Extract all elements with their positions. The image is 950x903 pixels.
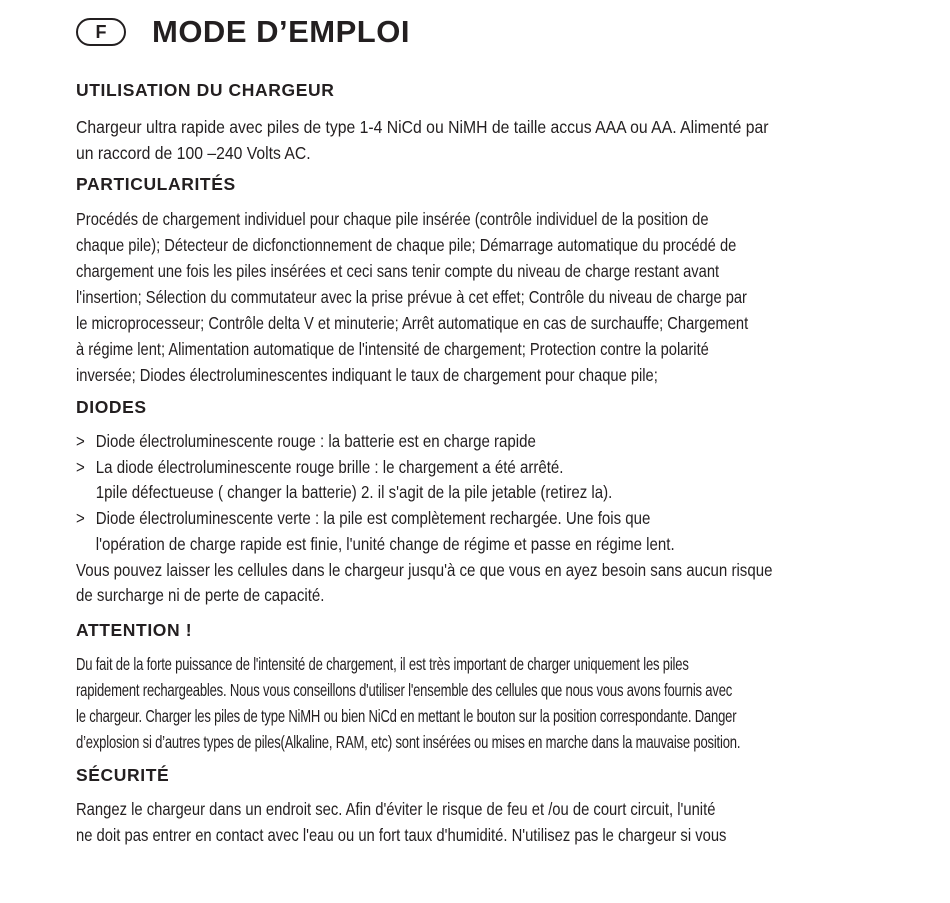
heading-security: SÉCURITÉ [76, 765, 170, 785]
list-item [76, 455, 772, 481]
text-line: Vous pouvez laisser les cellules dans le chargeur jusqu'à ce que vous en ayez besoin sans aucun risque [76, 559, 773, 580]
paragraph-usage [76, 114, 768, 166]
text-line: Rangez le chargeur dans un endroit sec. Afin d'éviter le risque de feu et /ou de court circuit, l'unité [76, 799, 716, 819]
list-item [76, 506, 772, 532]
list-item-text: 1pile défectueuse ( changer la batterie) 2. il s'agit de la pile jetable (retirez la). [95, 482, 613, 503]
text-line: Procédés de chargement individuel pour chaque pile insérée (contrôle individuel de la position de [76, 209, 709, 229]
text-line: chaque pile); Détecteur de dicfonctionnement de chaque pile; Démarrage automatique du procédé de [76, 235, 737, 255]
text-line: Chargeur ultra rapide avec piles de type 1-4 NiCd ou NiMH de taille accus AAA ou AA. Alimenté par [76, 117, 769, 137]
bullet-marker: > [76, 456, 85, 477]
heading-usage: UTILISATION DU CHARGEUR [76, 80, 335, 100]
paragraph-security [76, 796, 726, 848]
text-line: de surcharge ni de perte de capacité. [76, 585, 325, 606]
text-line: le microprocesseur; Contrôle delta V et minuterie; Arrêt automatique en cas de surchauffe; Chargement [76, 313, 749, 333]
list-item-continuation [76, 480, 772, 506]
text-line: rapidement rechargeables. Nous vous conseillons d'utiliser l'ensemble des cellules que nous vous avons fournis avec [76, 680, 733, 700]
list-item-text: l'opération de charge rapide est finie, l'unité change de régime et passe en régime lent. [95, 533, 675, 554]
diodes-list [76, 429, 772, 609]
page-title: MODE D’EMPLOI [152, 14, 410, 49]
heading-attention: ATTENTION ! [76, 620, 193, 640]
text-line: le chargeur. Charger les piles de type NiMH ou bien NiCd en mettant le bouton sur la position correspondante. Danger [76, 706, 737, 726]
text-line: ne doit pas entrer en contact avec l'eau ou un fort taux d'humidité. N'utilisez pas le chargeur si vous [76, 825, 727, 845]
heading-diodes: DIODES [76, 397, 147, 417]
paragraph-features [76, 206, 748, 388]
bullet-marker: > [76, 431, 85, 451]
text-line: à régime lent; Alimentation automatique de l'intensité de chargement; Protection contre la polarité [76, 339, 709, 359]
text-line: Du fait de la forte puissance de l'intensité de chargement, il est très important de charger uniquement les piles [76, 654, 689, 674]
heading-features: PARTICULARITÉS [76, 174, 236, 194]
list-item-text: La diode électroluminescente rouge brille : le chargement a été arrêté. [95, 456, 564, 477]
list-item-text: Diode électroluminescente rouge : la batterie est en charge rapide [95, 431, 536, 451]
text-line: chargement une fois les piles insérées et ceci sans tenir compte du niveau de charge restant avant [76, 261, 720, 281]
text-line: un raccord de 100 –240 Volts AC. [76, 143, 311, 163]
language-code: F [95, 21, 107, 42]
page-header [76, 12, 410, 52]
list-item [76, 429, 772, 455]
bullet-marker: > [76, 508, 85, 529]
text-line: d’explosion si d’autres types de piles(Alkaline, RAM, etc) sont insérées ou mises en marche dans la mauvaise position. [76, 732, 741, 752]
paragraph-attention [76, 651, 740, 755]
list-item-continuation [76, 532, 772, 558]
language-badge [76, 18, 126, 46]
list-item-text: Diode électroluminescente verte : la pile est complètement rechargée. Une fois que [95, 508, 651, 529]
text-line: inversée; Diodes électroluminescentes indiquant le taux de chargement pour chaque pile; [76, 365, 658, 385]
text-line: l'insertion; Sélection du commutateur avec la prise prévue à cet effet; Contrôle du niveau de charge par [76, 287, 747, 307]
